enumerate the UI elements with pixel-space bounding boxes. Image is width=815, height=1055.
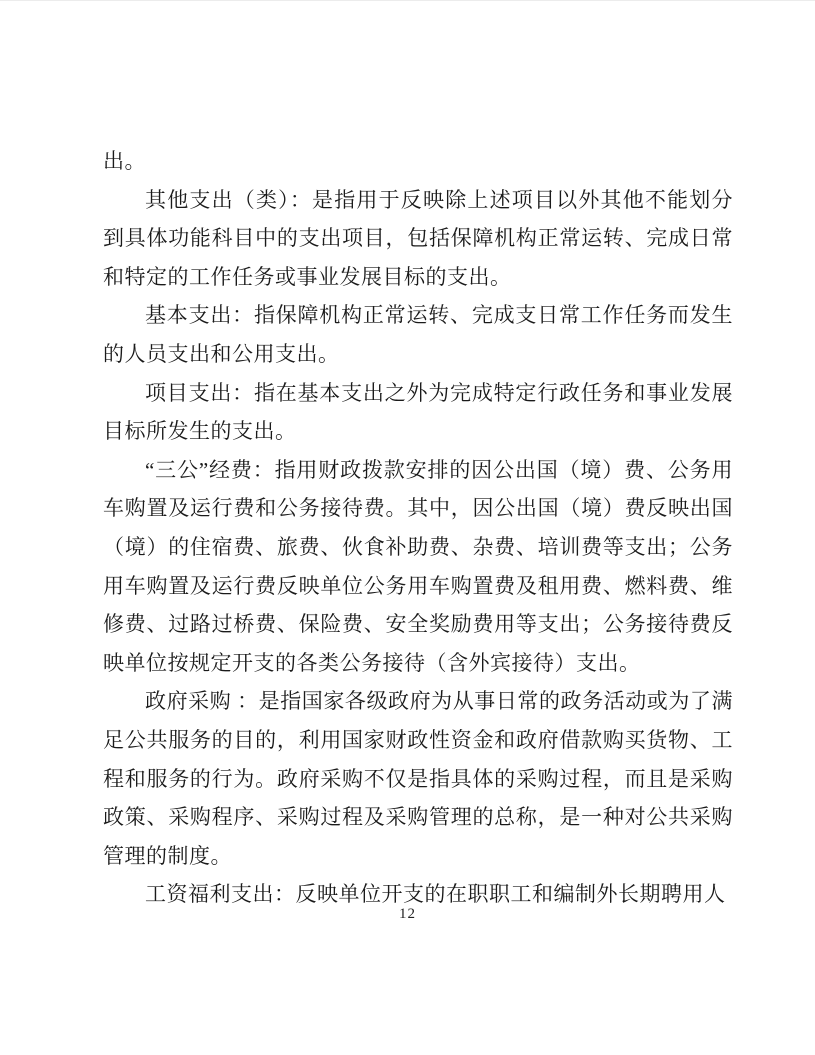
paragraph: 项目支出：指在基本支出之外为完成特定行政任务和事业发展目标所发生的支出。 — [103, 380, 733, 444]
paragraph: 其他支出（类）：是指用于反映除上述项目以外其他不能划分到具体功能科目中的支出项目，包括保障机构正常运转、完成日常和特定的工作任务或事业发展目标的支出。 — [103, 187, 733, 289]
paragraph: 出。 — [103, 149, 146, 173]
paragraph: 工资福利支出：反映单位开支的在职职工和编制外长期聘用人 — [145, 882, 726, 907]
paragraph: 基本支出：指保障机构正常运转、完成支日常工作任务而发生的人员支出和公用支出。 — [103, 303, 733, 366]
paragraph: 政府采购 ：是指国家各级政府为从事日常的政务活动或为了满足公共服务的目的，利用国家财政性资金和政府借款购买货物、工程和服务的行为。政府采购不仅是指具体的采购过程，而且是采购政策、采购程序、采购过程及采购管理的总称，是一种对公共采购管理的制度。 — [103, 689, 733, 868]
page-number: 12 — [399, 906, 416, 922]
paragraph: “三公”经费：指用财政拨款安排的因公出国（境）费、公务用车购置及运行费和公务接待费。其中，因公出国（境）费反映出国（境）的住宿费、旅费、伙食补助费、杂费、培训费等支出；公务用车购置及运行费反映单位公务用车购置费及租用费、燃料费、维修费、过路过桥费、保险费、安全奖励费用等支出；公务接待费反映单位按规定开支的各类公务接待（含外宾接待）支出。 — [103, 457, 733, 675]
document-body — [103, 142, 733, 914]
